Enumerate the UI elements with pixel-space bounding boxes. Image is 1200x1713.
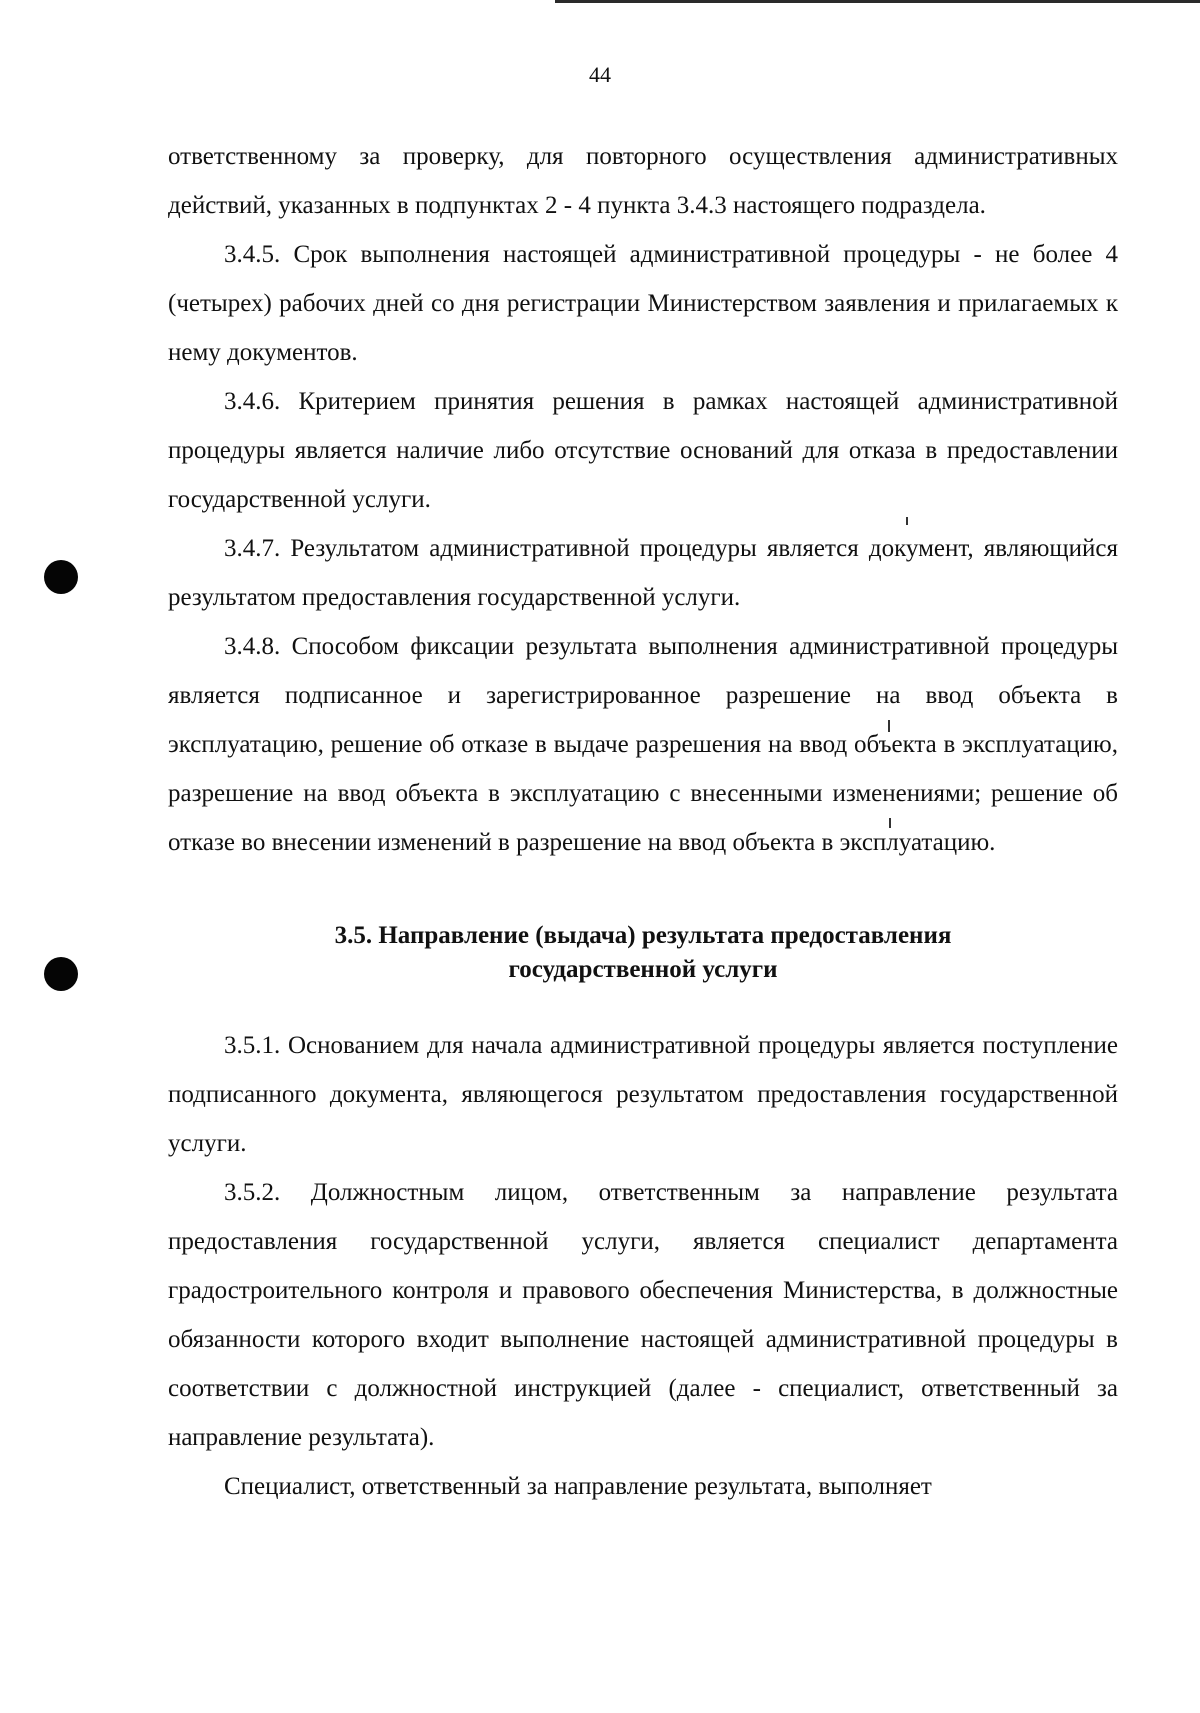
paragraph: ответственному за проверку, для повторного осуществления административных действий, указанных в подпунктах 2 - 4 пункта 3.4.3 настоящего подраздела. (168, 143, 1118, 219)
punch-hole-upper (44, 560, 78, 594)
section-heading-line: 3.5. Направление (выдача) результата предоставления (334, 922, 952, 949)
paragraph: Специалист, ответственный за направление результата, выполняет (224, 1473, 932, 1500)
paragraph-3-4-7: 3.4.7. Результатом административной процедуры является документ, являющийся результатом предоставления государственной услуги. (168, 535, 1118, 611)
section-heading-line: государственной услуги (508, 956, 778, 983)
scan-top-edge (555, 0, 1200, 3)
paragraph-3-4-5: 3.4.5. Срок выполнения настоящей административной процедуры - не более 4 (четырех) рабочих дней со дня регистрации Министерством заявления и прилагаемых к нему документов. (168, 241, 1118, 366)
paragraph-3-5-2: 3.5.2. Должностным лицом, ответственным за направление результата предоставления государственной услуги, является специалист департамента градостроительного контроля и правового обеспечения Министерства, в должностные обязанности которого входит выполнение настоящей административной процедуры в соответствии с должностной инструкцией (далее - специалист, ответственный за направление результата). (168, 1179, 1118, 1451)
paragraph-3-4-6: 3.4.6. Критерием принятия решения в рамках настоящей административной процедуры является наличие либо отсутствие оснований для отказа в предоставлении государственной услуги. (168, 388, 1118, 513)
paragraph-3-5-1: 3.5.1. Основанием для начала административной процедуры является поступление подписанного документа, являющегося результатом предоставления государственной услуги. (168, 1032, 1118, 1157)
page-number: 44 (589, 62, 611, 87)
paragraph-3-4-8: 3.4.8. Способом фиксации результата выполнения административной процедуры является подписанное и зарегистрированное разрешение на ввод объекта в эксплуатацию, решение об отказе в выдаче разрешения на ввод объекта в эксплуатацию, разрешение на ввод объекта в эксплуатацию с внесенными изменениями; решение об отказе во внесении изменений в разрешение на ввод объекта в эксплуатацию. (168, 633, 1118, 856)
punch-hole-lower (44, 957, 78, 991)
section-heading-3-5 (168, 919, 1118, 987)
document-body (168, 132, 1118, 1511)
